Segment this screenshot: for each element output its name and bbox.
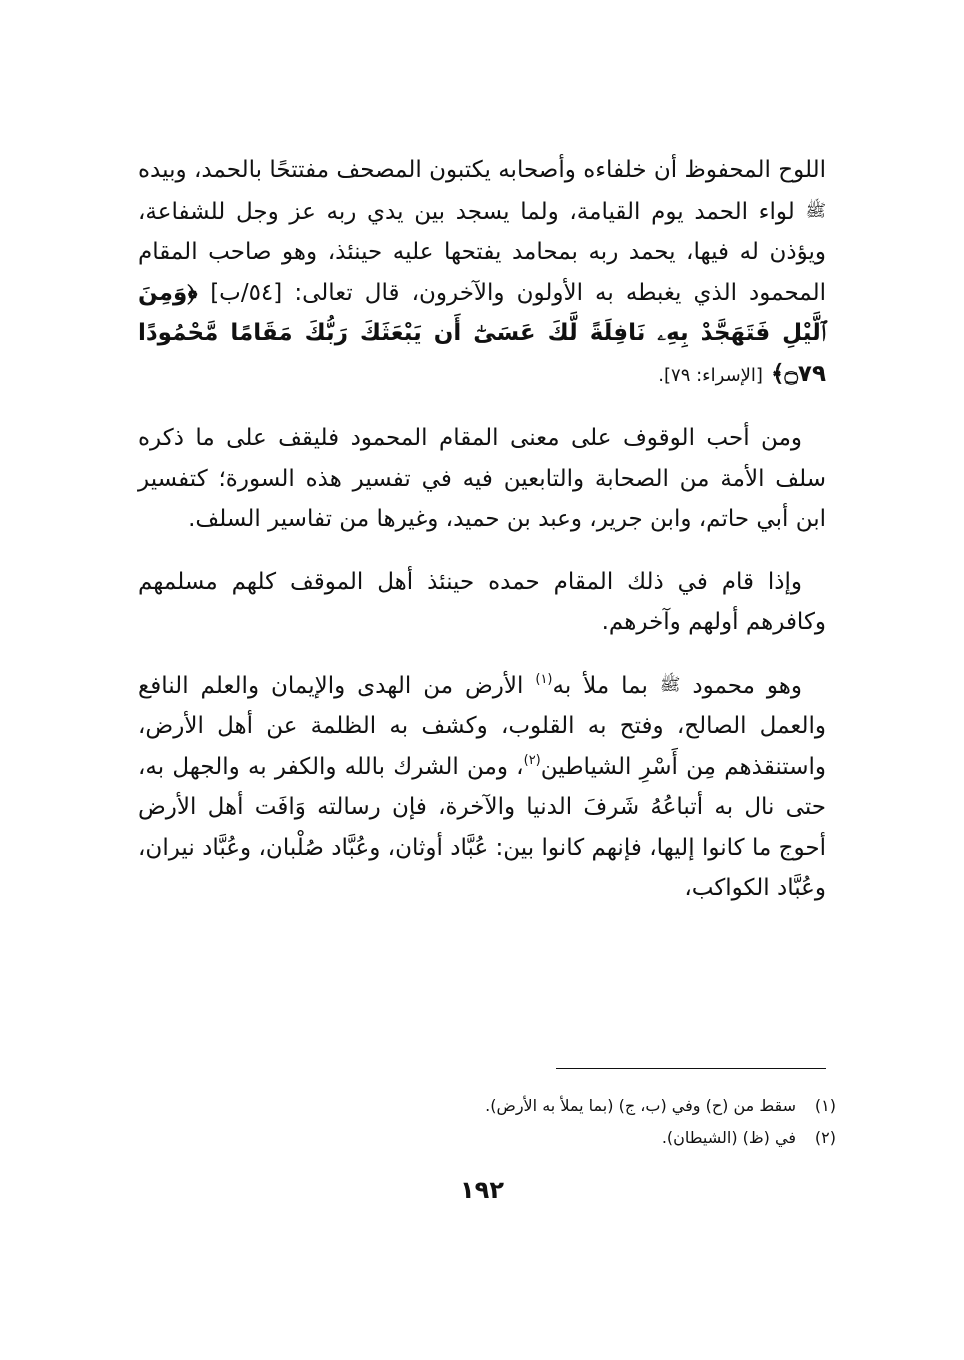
footnotes bbox=[300, 1090, 836, 1154]
footnote-text: سقط من (ح) وفي (ب، ج) (بما يملأ به الأرض). bbox=[485, 1096, 796, 1115]
salawat-honorific: ﷺ bbox=[659, 674, 681, 695]
paragraph-3: وإذا قام في ذلك المقام حمده حينئذ أهل الموقف كلهم مسلمهم وكافرهم أولهم وآخرهم. bbox=[138, 568, 826, 635]
footnote-separator bbox=[556, 1068, 826, 1069]
verse-reference: [الإسراء: ٧٩]. bbox=[658, 364, 763, 386]
manuscript-folio-marker: [٥٤/ب] bbox=[210, 279, 283, 306]
paragraph-1: اللوح المحفوظ أن خلفاءه وأصحابه يكتبون المصحف مفتتحًا بالحمد، وبيده ﷺ لواء الحمد يوم القيامة، ولما يسجد بين يدي ربه عز وجل للشفاعة، ويؤذن له فيها، يحمد ربه بمحامد يفتحها عليه حينئذ، وهو صاحب المقام المحمود الذي يغبطه به الأولون والآخرون، قال تعالى: [٥٤/ب] ﴿وَمِنَ ٱلَّيْلِ فَتَهَجَّدْ بِهِۦ نَافِلَةً لَّكَ عَسَىٰٓ أَن يَبْعَثَكَ رَبُّكَ مَقَامًا مَّحْمُودًا ۝٧٩﴾ [الإسراء: ٧٩]. bbox=[138, 157, 826, 387]
quran-verse: ﴿وَمِنَ ٱلَّيْلِ فَتَهَجَّدْ بِهِۦ نَافِلَةً لَّكَ عَسَىٰٓ أَن يَبْعَثَكَ رَبُّكَ مَقَامًا مَّحْمُودًا ۝٧٩﴾ bbox=[138, 279, 826, 387]
footnote-marker-2[interactable]: (٢) bbox=[523, 752, 541, 768]
footnote-marker-1[interactable]: (١) bbox=[535, 671, 553, 687]
paragraph-2: ومن أحب الوقوف على معنى المقام المحمود فليقف على ما ذكره سلف الأمة من الصحابة والتابعين فيه في تفسير هذه السورة؛ كتفسير ابن أبي حاتم، وابن جرير، وعبد بن حميد، وغيرها من تفاسير السلف. bbox=[138, 425, 826, 532]
main-text bbox=[138, 150, 826, 909]
footnote-1 bbox=[300, 1090, 836, 1122]
footnote-text: في (ظ) (الشيطان). bbox=[661, 1128, 796, 1147]
footnote-2 bbox=[300, 1122, 836, 1154]
footnote-number: (١) bbox=[814, 1096, 836, 1115]
salawat-honorific: ﷺ bbox=[805, 200, 826, 221]
page-number: ١٩٢ bbox=[460, 1176, 504, 1204]
footnote-number: (٢) bbox=[814, 1128, 836, 1147]
paragraph-4: وهو محمود ﷺ بما ملأ به$^{(١)}$ الأرض من الهدى والإيمان والعلم النافع والعمل الصالح، وفتح به القلوب، وكشف به الظلمة عن أهل الأرض، واستنقذهم مِن أَسْرِ الشياطين$^{(٢)}$، ومن الشرك بالله والكفر به والجهل به، حتى نال به أتباعُهُ شَرفَ الدنيا والآخرة، فإن رسالته وَافَت أهل الأرض أحوج ما كانوا إليها، فإنهم كانوا بين: عُبَّاد أوثان، وعُبَّاد صُلْبان، وعُبَّاد نيران، وعُبَّاد الكواكب، bbox=[138, 671, 826, 901]
